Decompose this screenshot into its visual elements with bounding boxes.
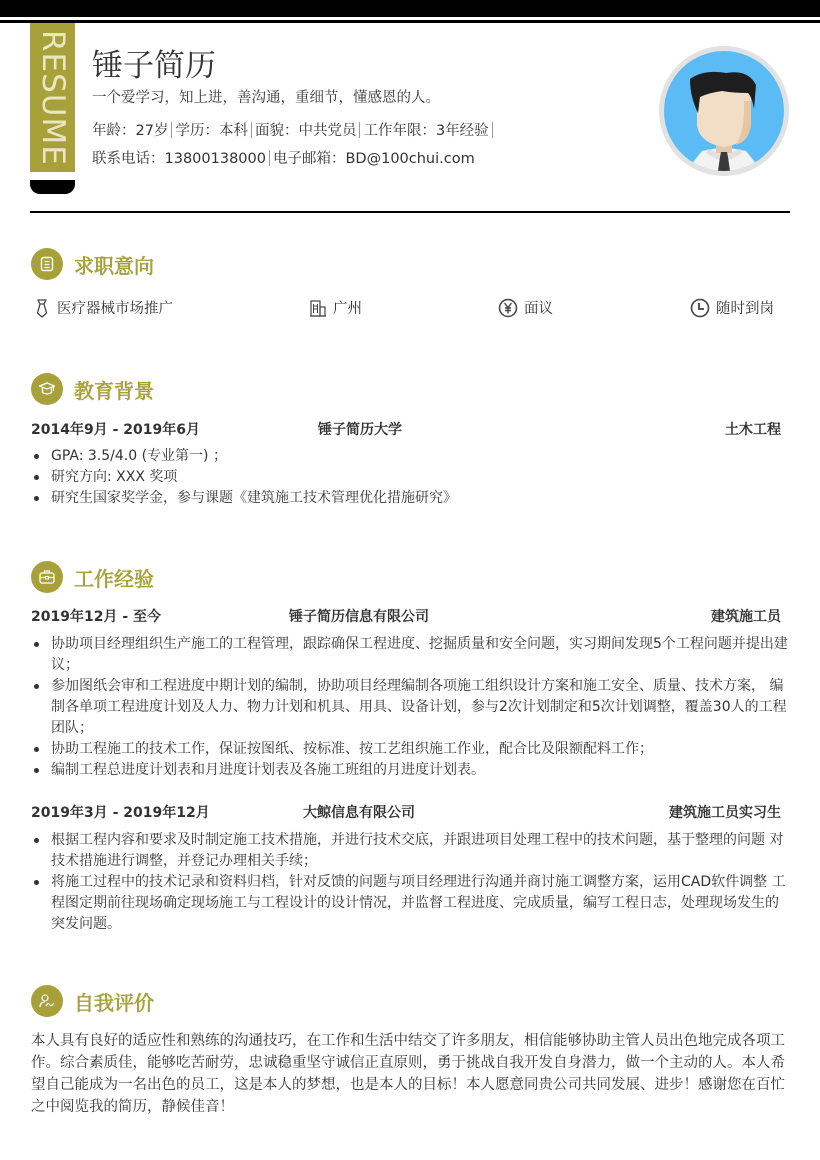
work-date: 2019年12月 - 至今 <box>31 609 162 625</box>
intent-city-text: 广州 <box>333 301 362 317</box>
intent-position-text: 医疗器械市场推广 <box>57 301 173 317</box>
info-phone: 联系电话：13800138000 <box>92 151 266 167</box>
info-separator <box>251 122 252 138</box>
clock-icon <box>690 298 710 318</box>
info-separator <box>171 122 172 138</box>
education-entry-header <box>31 419 781 439</box>
intent-availability-text: 随时到岗 <box>716 301 774 317</box>
list-item: 参加图纸会审和工程进度中期计划的编制，协助项目经理编制各项施工组织设计方案和施工安全、质量、技术方案， 编制各单项工程进度计划及人力、物力计划和机具、用具、设备计划，参与2次计划制定和5次计划调整，覆盖30人的工程团队； <box>31 676 791 739</box>
education-details <box>31 446 791 509</box>
yen-icon <box>498 298 518 318</box>
section-badge <box>31 985 63 1017</box>
intent-salary-text: 面议 <box>524 301 553 317</box>
section-title-label: 自我评价 <box>74 990 154 1015</box>
section-badge <box>31 248 63 280</box>
section-badge <box>31 373 63 405</box>
info-separator <box>269 150 270 166</box>
list-item: 编制工程总进度计划表和月进度计划表及各施工班组的月进度计划表。 <box>31 760 791 781</box>
work-company: 大鲸信息有限公司 <box>303 805 415 821</box>
section-badge <box>31 561 63 593</box>
education-school: 锤子简历大学 <box>318 422 402 438</box>
list-item: 研究生国家奖学金，参与课题《建筑施工技术管理优化措施研究》 <box>31 488 791 509</box>
header-divider <box>30 211 790 213</box>
work-company: 锤子简历信息有限公司 <box>289 609 429 625</box>
info-separator <box>492 122 493 138</box>
work-entry-header <box>31 606 781 626</box>
avatar <box>659 46 789 176</box>
section-title-label: 教育背景 <box>74 378 154 403</box>
top-black-line <box>0 20 820 23</box>
candidate-name: 锤子简历 <box>92 48 216 84</box>
male-avatar-icon <box>664 51 784 171</box>
contact-info-row <box>92 147 475 168</box>
info-email: 电子邮箱：BD@100chui.com <box>272 151 475 167</box>
intent-position <box>33 297 173 318</box>
resume-tab-cap <box>30 180 75 194</box>
clipboard-icon <box>38 255 56 273</box>
intent-city <box>309 297 362 318</box>
info-age: 年龄：27岁 <box>92 123 169 139</box>
work-entry-header <box>31 802 781 822</box>
list-item: 研究方向: XXX 奖项 <box>31 467 791 488</box>
person-signature-icon <box>38 992 56 1010</box>
info-political-status: 面貌：中共党员 <box>254 123 357 139</box>
work-role: 建筑施工员实习生 <box>669 805 781 821</box>
intent-availability <box>690 297 774 318</box>
section-title-label: 求职意向 <box>74 253 154 278</box>
info-education: 学历：本科 <box>175 123 248 139</box>
section-title-label: 工作经验 <box>74 566 154 591</box>
work-details <box>31 830 791 935</box>
education-date: 2014年9月 - 2019年6月 <box>31 422 200 438</box>
briefcase-icon <box>38 568 56 586</box>
candidate-motto: 一个爱学习，知上进，善沟通，重细节，懂感恩的人。 <box>92 90 440 106</box>
top-black-bar <box>0 0 820 17</box>
work-details <box>31 634 791 781</box>
work-role: 建筑施工员 <box>711 609 781 625</box>
section-title-self-eval <box>31 985 154 1017</box>
education-major: 土木工程 <box>725 422 781 438</box>
resume-vertical-tab <box>30 23 75 172</box>
info-separator <box>359 122 360 138</box>
basic-info-row <box>92 119 496 140</box>
resume-tab-label: RESUME <box>35 29 71 166</box>
building-icon <box>309 298 327 318</box>
section-title-work <box>31 561 154 593</box>
section-title-education <box>31 373 154 405</box>
list-item: 将施工过程中的技术记录和资料归档，针对反馈的问题与项目经理进行沟通并商讨施工调整方案，运用CAD软件调整 工程图定期前往现场确定现场施工与工程设计的设计情况，并监督工程进度、完成质量，编写工程日志，处理现场发生的突发问题。 <box>31 872 791 935</box>
work-date: 2019年3月 - 2019年12月 <box>31 805 210 821</box>
tie-icon <box>33 298 51 318</box>
list-item: 协助工程施工的技术工作，保证按图纸、按标准、按工艺组织施工作业，配合比及限额配料工作； <box>31 739 791 760</box>
list-item: 根据工程内容和要求及时制定施工技术措施，并进行技术交底，并跟进项目处理工程中的技术问题，基于整理的问题 对技术措施进行调整，并登记办理相关手续； <box>31 830 791 872</box>
info-work-years: 工作年限：3年经验 <box>363 123 489 139</box>
self-evaluation-text: 本人具有良好的适应性和熟练的沟通技巧，在工作和生活中结交了许多朋友，相信能够协助主管人员出色地完成各项工作。综合素质佳，能够吃苦耐劳，忠诚稳重坚守诚信正直原则，勇于挑战自我开发自身潜力，做一个主动的人。本人希望自己能成为一名出色的员工，这是本人的梦想，也是本人的目标！本人愿意同贵公司共同发展、进步！感谢您在百忙之中阅览我的简历，静候佳音！ <box>31 1033 785 1115</box>
list-item: 协助项目经理组织生产施工的工程管理，跟踪确保工程进度、挖掘质量和安全问题，实习期间发现5个工程问题并提出建议； <box>31 634 791 676</box>
graduation-cap-icon <box>38 380 56 398</box>
intent-salary <box>498 297 553 318</box>
section-title-intent <box>31 248 154 280</box>
list-item: GPA: 3.5/4.0 (专业第一) ； <box>31 446 791 467</box>
